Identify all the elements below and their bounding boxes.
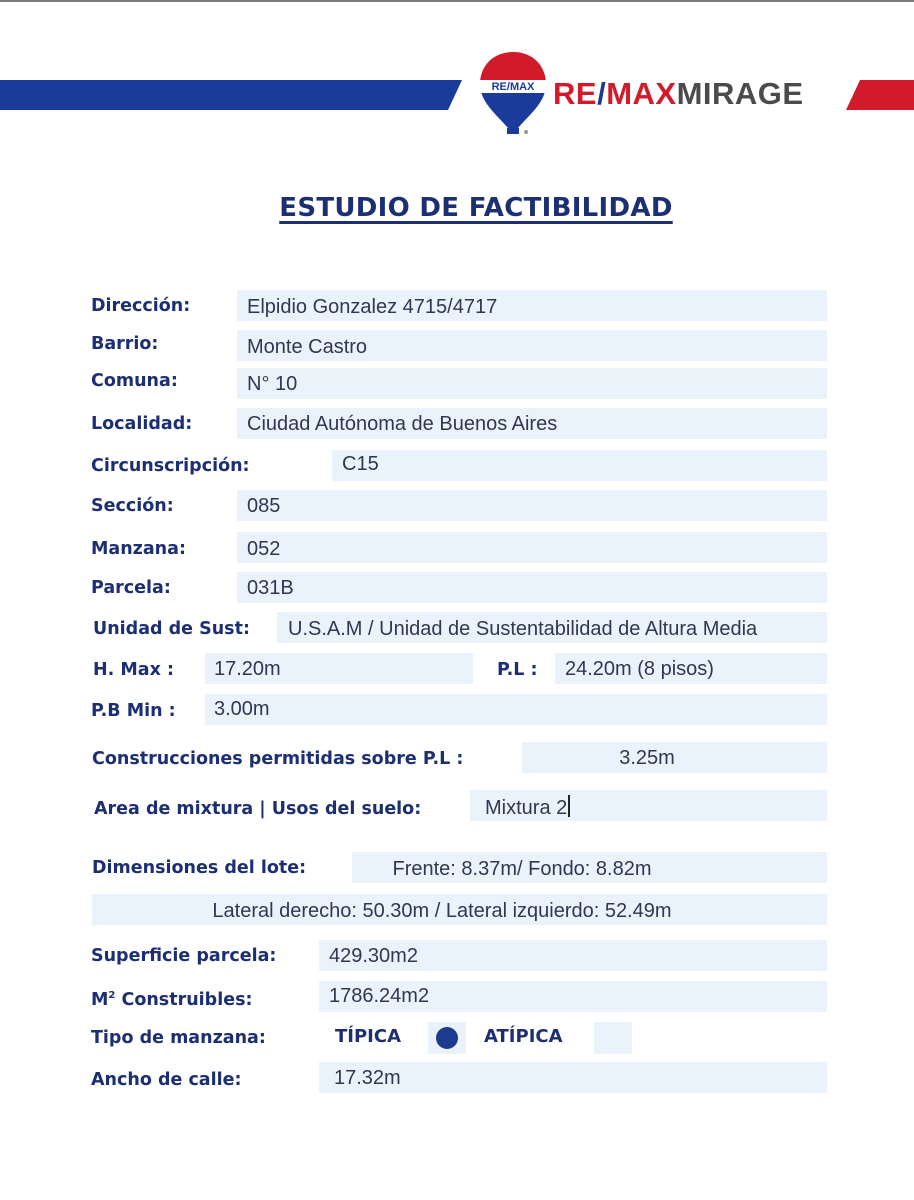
value-dimensiones-1: Frente: 8.37m/ Fondo: 8.82m [392, 858, 652, 880]
label-pb-min: P.B Min : [91, 701, 176, 721]
value-dimensiones-2: Lateral derecho: 50.30m / Lateral izquierdo: 52.49m [212, 900, 672, 922]
label-superficie: Superficie parcela: [91, 946, 277, 966]
option-atipica-label: ATÍPICA [484, 1026, 563, 1047]
label-barrio: Barrio: [91, 334, 159, 354]
value-h-max: 17.20m [214, 658, 281, 680]
value-direccion: Elpidio Gonzalez 4715/4717 [247, 296, 498, 318]
text-cursor [568, 795, 570, 817]
field-pb-min [205, 694, 827, 725]
radio-atipica-box[interactable] [594, 1022, 632, 1054]
field-comuna [237, 368, 827, 399]
field-seccion [237, 490, 827, 521]
label-unidad-sust: Unidad de Sust: [93, 619, 250, 639]
balloon-text: RE/MAX [491, 81, 535, 93]
red-header-stripe [846, 80, 914, 110]
value-comuna: N° 10 [247, 373, 298, 395]
value-superficie: 429.30m2 [329, 945, 418, 967]
brand-slash: / [597, 76, 607, 111]
value-pb-min: 3.00m [214, 698, 270, 720]
label-ancho-calle: Ancho de calle: [91, 1070, 242, 1090]
value-construcciones: 3.25m [619, 747, 675, 769]
radio-tipica-selected-icon[interactable] [436, 1027, 458, 1049]
value-ancho-calle: 17.32m [334, 1067, 401, 1089]
value-circunscripcion: C15 [342, 453, 379, 475]
brand-re: RE [553, 76, 598, 111]
brand-wordmark [553, 74, 804, 114]
value-mixtura [485, 795, 570, 820]
label-construcciones: Construcciones permitidas sobre P.L : [92, 749, 464, 769]
field-manzana [237, 532, 827, 563]
label-manzana: Manzana: [91, 539, 186, 559]
label-m2-rest: Construibles: [115, 989, 253, 1010]
value-parcela: 031B [247, 577, 294, 599]
label-seccion: Sección: [91, 496, 174, 516]
blue-header-stripe [0, 80, 462, 110]
value-m2-construibles: 1786.24m2 [329, 985, 430, 1007]
label-mixtura: Area de mixtura | Usos del suelo: [94, 799, 422, 819]
field-circunscripcion [332, 450, 827, 481]
value-barrio: Monte Castro [247, 336, 368, 358]
field-parcela [237, 572, 827, 603]
value-mixtura-text: Mixtura 2 [485, 797, 568, 819]
label-localidad: Localidad: [91, 414, 193, 434]
value-pl: 24.20m (8 pisos) [565, 658, 714, 680]
top-border-line [0, 0, 914, 2]
label-comuna: Comuna: [91, 371, 178, 391]
label-direccion: Dirección: [91, 296, 191, 316]
label-m2-m: M [91, 989, 109, 1010]
value-manzana: 052 [247, 538, 281, 560]
label-tipo-manzana: Tipo de manzana: [91, 1028, 266, 1048]
value-localidad: Ciudad Autónoma de Buenos Aires [247, 413, 558, 435]
value-seccion: 085 [247, 495, 281, 517]
label-parcela: Parcela: [91, 578, 171, 598]
brand-max: MAX [606, 76, 677, 111]
brand-mirage: MIRAGE [676, 76, 804, 111]
page-title: ESTUDIO DE FACTIBILIDAD [279, 193, 673, 223]
option-tipica-label: TÍPICA [335, 1026, 402, 1047]
value-unidad-sust: U.S.A.M / Unidad de Sustentabilidad de Altura Media [288, 618, 758, 640]
label-m2-construibles [91, 984, 253, 1012]
label-m2-sup: 2 [108, 990, 116, 1001]
balloon-logo-icon [478, 50, 548, 136]
label-circunscripcion: Circunscripción: [91, 456, 250, 476]
label-h-max: H. Max : [93, 660, 174, 680]
label-dimensiones: Dimensiones del lote: [92, 858, 307, 878]
label-pl: P.L : [497, 660, 538, 680]
